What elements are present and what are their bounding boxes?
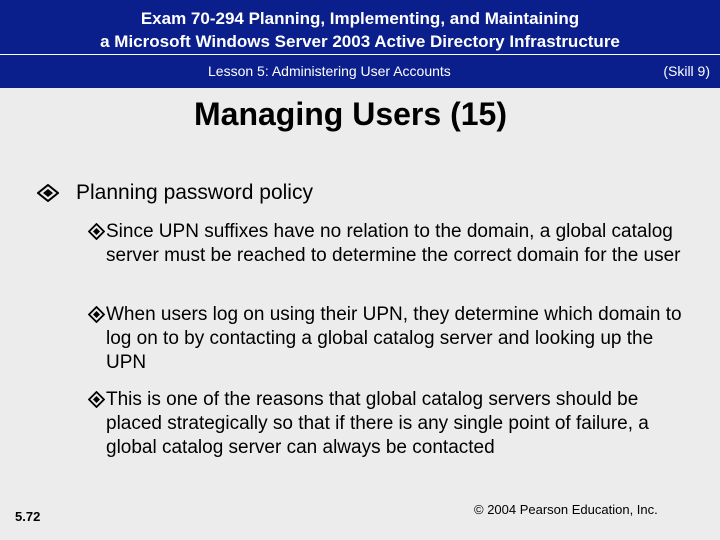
diamond-bullet-icon bbox=[88, 223, 105, 240]
diamond-bullet-icon bbox=[37, 184, 59, 202]
course-title-line-1: Exam 70-294 Planning, Implementing, and Maintaining bbox=[140, 9, 580, 28]
sub-bullet-text: When users log on using their UPN, they determine which domain to log on to by contacting a global catalog server and looking up the UPN bbox=[106, 304, 682, 373]
course-title-line-2: a Microsoft Windows Server 2003 Active Directory Infrastructure bbox=[100, 32, 620, 51]
main-bullet-text: Planning password policy bbox=[76, 181, 313, 204]
sub-bullet-text: Since UPN suffixes have no relation to the domain, a global catalog server must be reached to determine the correct domain for the user bbox=[106, 221, 681, 266]
course-title bbox=[0, 7, 720, 53]
slide-number: 5.72 bbox=[15, 509, 41, 524]
sub-bullet-1 bbox=[88, 220, 698, 268]
diamond-bullet-icon bbox=[88, 391, 105, 408]
main-bullet bbox=[37, 180, 313, 206]
skill-label: (Skill 9) bbox=[663, 63, 710, 79]
sub-bullet-3 bbox=[88, 388, 698, 460]
sub-bullet-text: This is one of the reasons that global catalog servers should be placed strategically so that if there is any single point of failure, a global catalog server can always be contacted bbox=[106, 389, 649, 458]
lesson-label: Lesson 5: Administering User Accounts bbox=[208, 63, 451, 79]
diamond-bullet-icon bbox=[88, 306, 105, 323]
header-divider bbox=[0, 54, 720, 55]
header-banner bbox=[0, 0, 720, 88]
sub-bullet-2 bbox=[88, 303, 698, 375]
copyright-notice: © 2004 Pearson Education, Inc. bbox=[474, 502, 658, 517]
slide-title: Managing Users (15) bbox=[194, 96, 507, 132]
